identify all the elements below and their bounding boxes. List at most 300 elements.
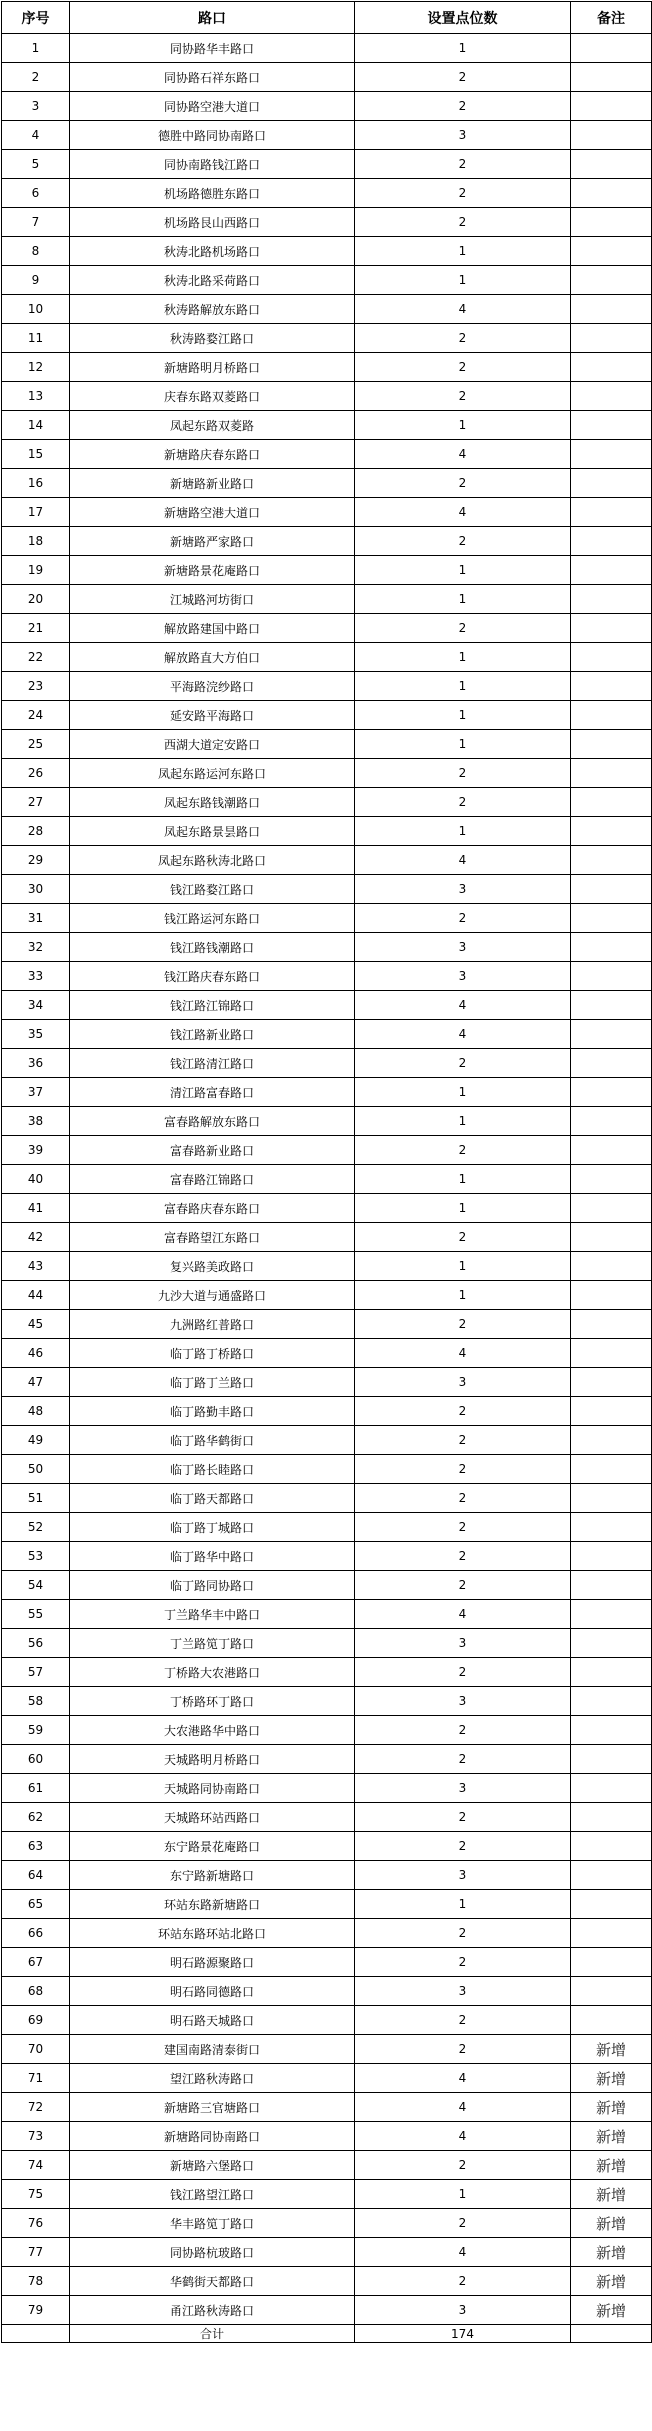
row-intersection: 凤起东路钱潮路口 [70,788,355,817]
table-row [2,63,652,92]
total-row [2,2325,652,2343]
row-remark [571,1890,652,1919]
row-remark [571,1049,652,1078]
row-remark [571,63,652,92]
table-row [2,1020,652,1049]
row-point-count: 1 [355,266,571,295]
table-row [2,1658,652,1687]
row-point-count: 1 [355,1281,571,1310]
row-point-count: 2 [355,469,571,498]
table-row [2,1252,652,1281]
table-row [2,440,652,469]
row-remark [571,933,652,962]
table-row [2,2267,652,2296]
table-row [2,1832,652,1861]
row-index: 45 [2,1310,70,1339]
row-intersection: 丁兰路华丰中路口 [70,1600,355,1629]
row-remark [571,1919,652,1948]
row-index: 62 [2,1803,70,1832]
row-remark [571,150,652,179]
row-remark [571,1484,652,1513]
table-row [2,1716,652,1745]
table-row [2,92,652,121]
row-point-count: 1 [355,817,571,846]
row-intersection: 钱江路庆春东路口 [70,962,355,991]
row-intersection: 江城路河坊街口 [70,585,355,614]
row-index: 23 [2,672,70,701]
row-index: 55 [2,1600,70,1629]
table-row [2,1774,652,1803]
row-point-count: 4 [355,1600,571,1629]
row-point-count: 2 [355,1571,571,1600]
row-index: 5 [2,150,70,179]
row-point-count: 1 [355,556,571,585]
row-remark [571,1687,652,1716]
row-remark [571,295,652,324]
row-intersection: 德胜中路同协南路口 [70,121,355,150]
row-intersection: 新塘路庆春东路口 [70,440,355,469]
row-intersection: 望江路秋涛路口 [70,2064,355,2093]
table-row [2,266,652,295]
row-remark [571,875,652,904]
row-index: 25 [2,730,70,759]
row-remark [571,440,652,469]
row-point-count: 3 [355,875,571,904]
row-point-count: 2 [355,1832,571,1861]
row-intersection: 甬江路秋涛路口 [70,2296,355,2325]
row-point-count: 2 [355,1513,571,1542]
row-point-count: 1 [355,411,571,440]
table-row [2,121,652,150]
total-value: 174 [355,2325,571,2343]
row-intersection: 富春路望江东路口 [70,1223,355,1252]
row-intersection: 机场路艮山西路口 [70,208,355,237]
row-point-count: 1 [355,701,571,730]
table-row [2,1426,652,1455]
row-remark [571,1078,652,1107]
row-intersection: 平海路浣纱路口 [70,672,355,701]
row-intersection: 华丰路笕丁路口 [70,2209,355,2238]
total-label: 合计 [70,2325,355,2343]
row-remark [571,1368,652,1397]
row-index: 49 [2,1426,70,1455]
row-intersection: 富春路新业路口 [70,1136,355,1165]
row-point-count: 2 [355,1542,571,1571]
table-row [2,527,652,556]
row-intersection: 临丁路丁兰路口 [70,1368,355,1397]
row-remark [571,585,652,614]
row-index: 7 [2,208,70,237]
row-remark [571,1020,652,1049]
row-point-count: 3 [355,1774,571,1803]
row-index: 18 [2,527,70,556]
row-intersection: 凤起东路秋涛北路口 [70,846,355,875]
row-point-count: 4 [355,2064,571,2093]
row-remark [571,1832,652,1861]
row-point-count: 2 [355,2006,571,2035]
table-row [2,1078,652,1107]
table-row [2,2064,652,2093]
row-index: 57 [2,1658,70,1687]
row-intersection: 钱江路婺江路口 [70,875,355,904]
row-index: 29 [2,846,70,875]
table-row [2,34,652,63]
row-index: 36 [2,1049,70,1078]
row-index: 46 [2,1339,70,1368]
row-remark [571,1542,652,1571]
row-index: 17 [2,498,70,527]
row-point-count: 1 [355,730,571,759]
row-index: 14 [2,411,70,440]
row-index: 31 [2,904,70,933]
row-point-count: 2 [355,208,571,237]
row-index: 35 [2,1020,70,1049]
row-intersection: 临丁路丁城路口 [70,1513,355,1542]
row-index: 13 [2,382,70,411]
table-row [2,1861,652,1890]
row-index: 65 [2,1890,70,1919]
row-point-count: 2 [355,63,571,92]
table-row [2,2238,652,2267]
table-row [2,2209,652,2238]
row-remark: 新增 [571,2035,652,2064]
row-index: 28 [2,817,70,846]
row-intersection: 钱江路新业路口 [70,1020,355,1049]
table-row [2,469,652,498]
row-point-count: 2 [355,324,571,353]
row-intersection: 钱江路江锦路口 [70,991,355,1020]
row-remark [571,382,652,411]
row-intersection: 新塘路景花庵路口 [70,556,355,585]
row-point-count: 3 [355,933,571,962]
row-intersection: 九洲路红普路口 [70,1310,355,1339]
row-intersection: 解放路建国中路口 [70,614,355,643]
row-intersection: 富春路江锦路口 [70,1165,355,1194]
row-intersection: 临丁路长睦路口 [70,1455,355,1484]
row-point-count: 2 [355,1049,571,1078]
table-row [2,730,652,759]
row-intersection: 临丁路同协路口 [70,1571,355,1600]
row-remark [571,121,652,150]
row-intersection: 同协南路钱江路口 [70,150,355,179]
row-index: 15 [2,440,70,469]
row-remark [571,1803,652,1832]
row-point-count: 4 [355,295,571,324]
table-row [2,411,652,440]
row-index: 71 [2,2064,70,2093]
table-row [2,1310,652,1339]
row-point-count: 3 [355,1629,571,1658]
row-index: 48 [2,1397,70,1426]
row-point-count: 4 [355,2238,571,2267]
row-point-count: 2 [355,2035,571,2064]
row-intersection: 富春路庆春东路口 [70,1194,355,1223]
row-index: 11 [2,324,70,353]
row-intersection: 同协路石祥东路口 [70,63,355,92]
row-point-count: 3 [355,1977,571,2006]
row-index: 26 [2,759,70,788]
row-intersection: 东宁路新塘路口 [70,1861,355,1890]
table-row [2,2180,652,2209]
row-point-count: 1 [355,643,571,672]
row-index: 67 [2,1948,70,1977]
row-intersection: 明石路同德路口 [70,1977,355,2006]
row-intersection: 新塘路严家路口 [70,527,355,556]
row-remark [571,672,652,701]
row-remark [571,266,652,295]
row-intersection: 西湖大道定安路口 [70,730,355,759]
row-remark: 新增 [571,2180,652,2209]
row-point-count: 2 [355,2267,571,2296]
row-point-count: 2 [355,1397,571,1426]
table-body [2,34,652,2325]
row-intersection: 明石路天城路口 [70,2006,355,2035]
row-point-count: 1 [355,34,571,63]
row-remark [571,730,652,759]
row-index: 59 [2,1716,70,1745]
row-remark: 新增 [571,2209,652,2238]
row-remark [571,1716,652,1745]
row-remark [571,1658,652,1687]
header-index: 序号 [2,2,70,34]
table-row [2,1455,652,1484]
row-point-count: 2 [355,382,571,411]
row-point-count: 2 [355,1948,571,1977]
row-intersection: 新塘路同协南路口 [70,2122,355,2151]
table-row [2,585,652,614]
row-remark [571,904,652,933]
row-intersection: 新塘路明月桥路口 [70,353,355,382]
row-intersection: 东宁路景花庵路口 [70,1832,355,1861]
row-intersection: 秋涛北路采荷路口 [70,266,355,295]
row-index: 12 [2,353,70,382]
row-remark [571,353,652,382]
row-remark [571,1629,652,1658]
table-row [2,875,652,904]
row-remark [571,643,652,672]
row-point-count: 3 [355,2296,571,2325]
row-remark [571,237,652,266]
table-row [2,1571,652,1600]
row-remark [571,411,652,440]
row-intersection: 建国南路清泰街口 [70,2035,355,2064]
table-row [2,1687,652,1716]
table-row [2,643,652,672]
row-point-count: 2 [355,1716,571,1745]
row-remark [571,1165,652,1194]
table-row [2,2093,652,2122]
row-remark [571,701,652,730]
row-index: 4 [2,121,70,150]
row-index: 54 [2,1571,70,1600]
row-index: 30 [2,875,70,904]
row-intersection: 钱江路钱潮路口 [70,933,355,962]
row-point-count: 2 [355,1484,571,1513]
row-remark [571,614,652,643]
row-point-count: 2 [355,150,571,179]
row-intersection: 同协路空港大道口 [70,92,355,121]
row-index: 3 [2,92,70,121]
row-remark [571,846,652,875]
row-point-count: 1 [355,1165,571,1194]
table-row [2,1368,652,1397]
row-remark [571,817,652,846]
row-remark [571,556,652,585]
table-row [2,1745,652,1774]
row-point-count: 1 [355,585,571,614]
row-point-count: 2 [355,759,571,788]
row-intersection: 丁桥路环丁路口 [70,1687,355,1716]
row-intersection: 临丁路华鹤街口 [70,1426,355,1455]
row-point-count: 3 [355,1687,571,1716]
table-row [2,1281,652,1310]
table-row [2,1107,652,1136]
row-remark [571,1136,652,1165]
row-intersection: 丁兰路笕丁路口 [70,1629,355,1658]
row-intersection: 华鹤街天都路口 [70,2267,355,2296]
table-row [2,150,652,179]
row-remark: 新增 [571,2151,652,2180]
row-intersection: 新塘路新业路口 [70,469,355,498]
row-index: 63 [2,1832,70,1861]
row-index: 53 [2,1542,70,1571]
row-intersection: 新塘路三官塘路口 [70,2093,355,2122]
row-intersection: 解放路直大方伯口 [70,643,355,672]
table-row [2,1629,652,1658]
row-index: 32 [2,933,70,962]
row-intersection: 临丁路丁桥路口 [70,1339,355,1368]
row-index: 58 [2,1687,70,1716]
row-point-count: 4 [355,440,571,469]
table-row [2,1339,652,1368]
row-intersection: 清江路富春路口 [70,1078,355,1107]
table-row [2,1165,652,1194]
row-index: 41 [2,1194,70,1223]
row-point-count: 4 [355,2122,571,2151]
row-index: 27 [2,788,70,817]
row-intersection: 同协路华丰路口 [70,34,355,63]
row-remark [571,469,652,498]
row-index: 9 [2,266,70,295]
row-point-count: 2 [355,1136,571,1165]
row-point-count: 2 [355,527,571,556]
header-point-count: 设置点位数 [355,2,571,34]
row-remark [571,1977,652,2006]
row-remark: 新增 [571,2267,652,2296]
table-row [2,2122,652,2151]
row-intersection: 新塘路空港大道口 [70,498,355,527]
row-remark [571,1600,652,1629]
row-intersection: 丁桥路大农港路口 [70,1658,355,1687]
row-point-count: 2 [355,1426,571,1455]
row-intersection: 秋涛北路机场路口 [70,237,355,266]
table-row [2,933,652,962]
row-index: 78 [2,2267,70,2296]
row-point-count: 2 [355,1803,571,1832]
row-remark [571,527,652,556]
row-point-count: 2 [355,92,571,121]
row-remark: 新增 [571,2296,652,2325]
row-intersection: 凤起东路双菱路 [70,411,355,440]
row-point-count: 4 [355,2093,571,2122]
row-remark [571,208,652,237]
table-row [2,2035,652,2064]
table-row [2,208,652,237]
row-remark [571,1281,652,1310]
row-index: 6 [2,179,70,208]
table-row [2,353,652,382]
row-index: 77 [2,2238,70,2267]
row-remark [571,92,652,121]
row-point-count: 2 [355,2209,571,2238]
row-intersection: 天城路同协南路口 [70,1774,355,1803]
header-intersection: 路口 [70,2,355,34]
row-remark: 新增 [571,2064,652,2093]
table-row [2,2006,652,2035]
row-point-count: 3 [355,1368,571,1397]
row-index: 75 [2,2180,70,2209]
row-remark: 新增 [571,2122,652,2151]
row-index: 1 [2,34,70,63]
row-index: 70 [2,2035,70,2064]
table-row [2,1484,652,1513]
row-point-count: 2 [355,1658,571,1687]
row-index: 10 [2,295,70,324]
row-intersection: 凤起东路运河东路口 [70,759,355,788]
row-remark [571,1513,652,1542]
table-row [2,962,652,991]
row-index: 20 [2,585,70,614]
row-index: 72 [2,2093,70,2122]
row-remark [571,324,652,353]
row-remark [571,962,652,991]
row-point-count: 2 [355,1223,571,1252]
row-index: 19 [2,556,70,585]
table-row [2,701,652,730]
table-row [2,672,652,701]
row-remark [571,1774,652,1803]
row-index: 76 [2,2209,70,2238]
row-remark [571,1426,652,1455]
table-row [2,1803,652,1832]
row-intersection: 秋涛路解放东路口 [70,295,355,324]
table-row [2,817,652,846]
row-remark [571,498,652,527]
row-index: 8 [2,237,70,266]
row-index: 56 [2,1629,70,1658]
row-point-count: 1 [355,1890,571,1919]
row-point-count: 1 [355,1252,571,1281]
row-index: 43 [2,1252,70,1281]
row-index: 51 [2,1484,70,1513]
row-point-count: 4 [355,1020,571,1049]
row-point-count: 2 [355,1745,571,1774]
row-remark [571,1310,652,1339]
row-point-count: 3 [355,1861,571,1890]
table-row [2,1890,652,1919]
row-index: 33 [2,962,70,991]
row-point-count: 2 [355,1310,571,1339]
table-row [2,991,652,1020]
row-point-count: 3 [355,121,571,150]
table-row [2,295,652,324]
row-remark [571,1861,652,1890]
row-remark [571,1745,652,1774]
row-index: 74 [2,2151,70,2180]
row-point-count: 4 [355,498,571,527]
row-index: 16 [2,469,70,498]
row-intersection: 明石路源聚路口 [70,1948,355,1977]
